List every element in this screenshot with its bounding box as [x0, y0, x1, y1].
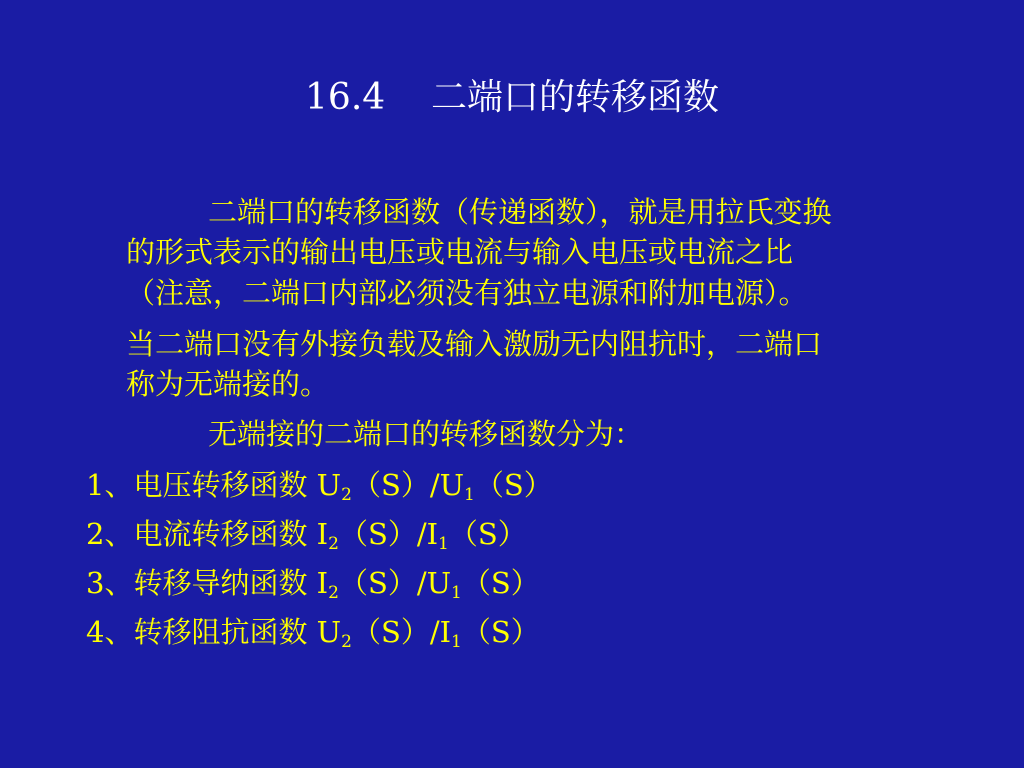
list-item-subscript: 1 [451, 583, 462, 603]
paragraph3: 无端接的二端口的转移函数分为： [208, 417, 644, 451]
list-item [86, 465, 553, 505]
paragraph2-line1: 当二端口没有外接负载及输入激励无内阻抗时，二端口 [126, 327, 823, 361]
list-item-suffix: （S） [461, 566, 540, 600]
list-item-subscript: 1 [438, 534, 449, 554]
paragraph1-line2: 的形式表示的输出电压或电流与输入电压或电流之比 [126, 235, 794, 269]
list-item-prefix: 4、转移阻抗函数 U [86, 615, 342, 649]
list-item [86, 563, 540, 603]
list-item [86, 514, 527, 554]
list-item-subscript: 2 [341, 632, 352, 652]
list-item-prefix: 3、转移导纳函数 I [86, 566, 329, 600]
list-item-suffix: （S） [448, 517, 527, 551]
paragraph1-line1: 二端口的转移函数（传递函数），就是用拉氏变换 [208, 195, 832, 229]
list-item-middle: （S）/I [338, 517, 439, 551]
list-item-prefix: 2、电流转移函数 I [86, 517, 329, 551]
list-item-subscript: 1 [451, 632, 462, 652]
list-item-suffix: （S） [461, 615, 540, 649]
list-item-prefix: 1、电压转移函数 U [86, 468, 342, 502]
list-item-suffix: （S） [474, 468, 553, 502]
list-item-subscript: 2 [328, 534, 339, 554]
list-item-subscript: 2 [341, 485, 352, 505]
paragraph2-line2: 称为无端接的。 [126, 367, 330, 401]
paragraph1-line3: （注意，二端口内部必须没有独立电源和附加电源）。 [126, 276, 808, 310]
list-item-subscript: 1 [464, 485, 475, 505]
list-item [86, 612, 540, 652]
list-item-middle: （S）/U [338, 566, 452, 600]
list-item-middle: （S）/I [351, 615, 452, 649]
list-item-subscript: 2 [328, 583, 339, 603]
list-item-middle: （S）/U [351, 468, 465, 502]
slide-title: 16.4 二端口的转移函数 [305, 77, 719, 118]
